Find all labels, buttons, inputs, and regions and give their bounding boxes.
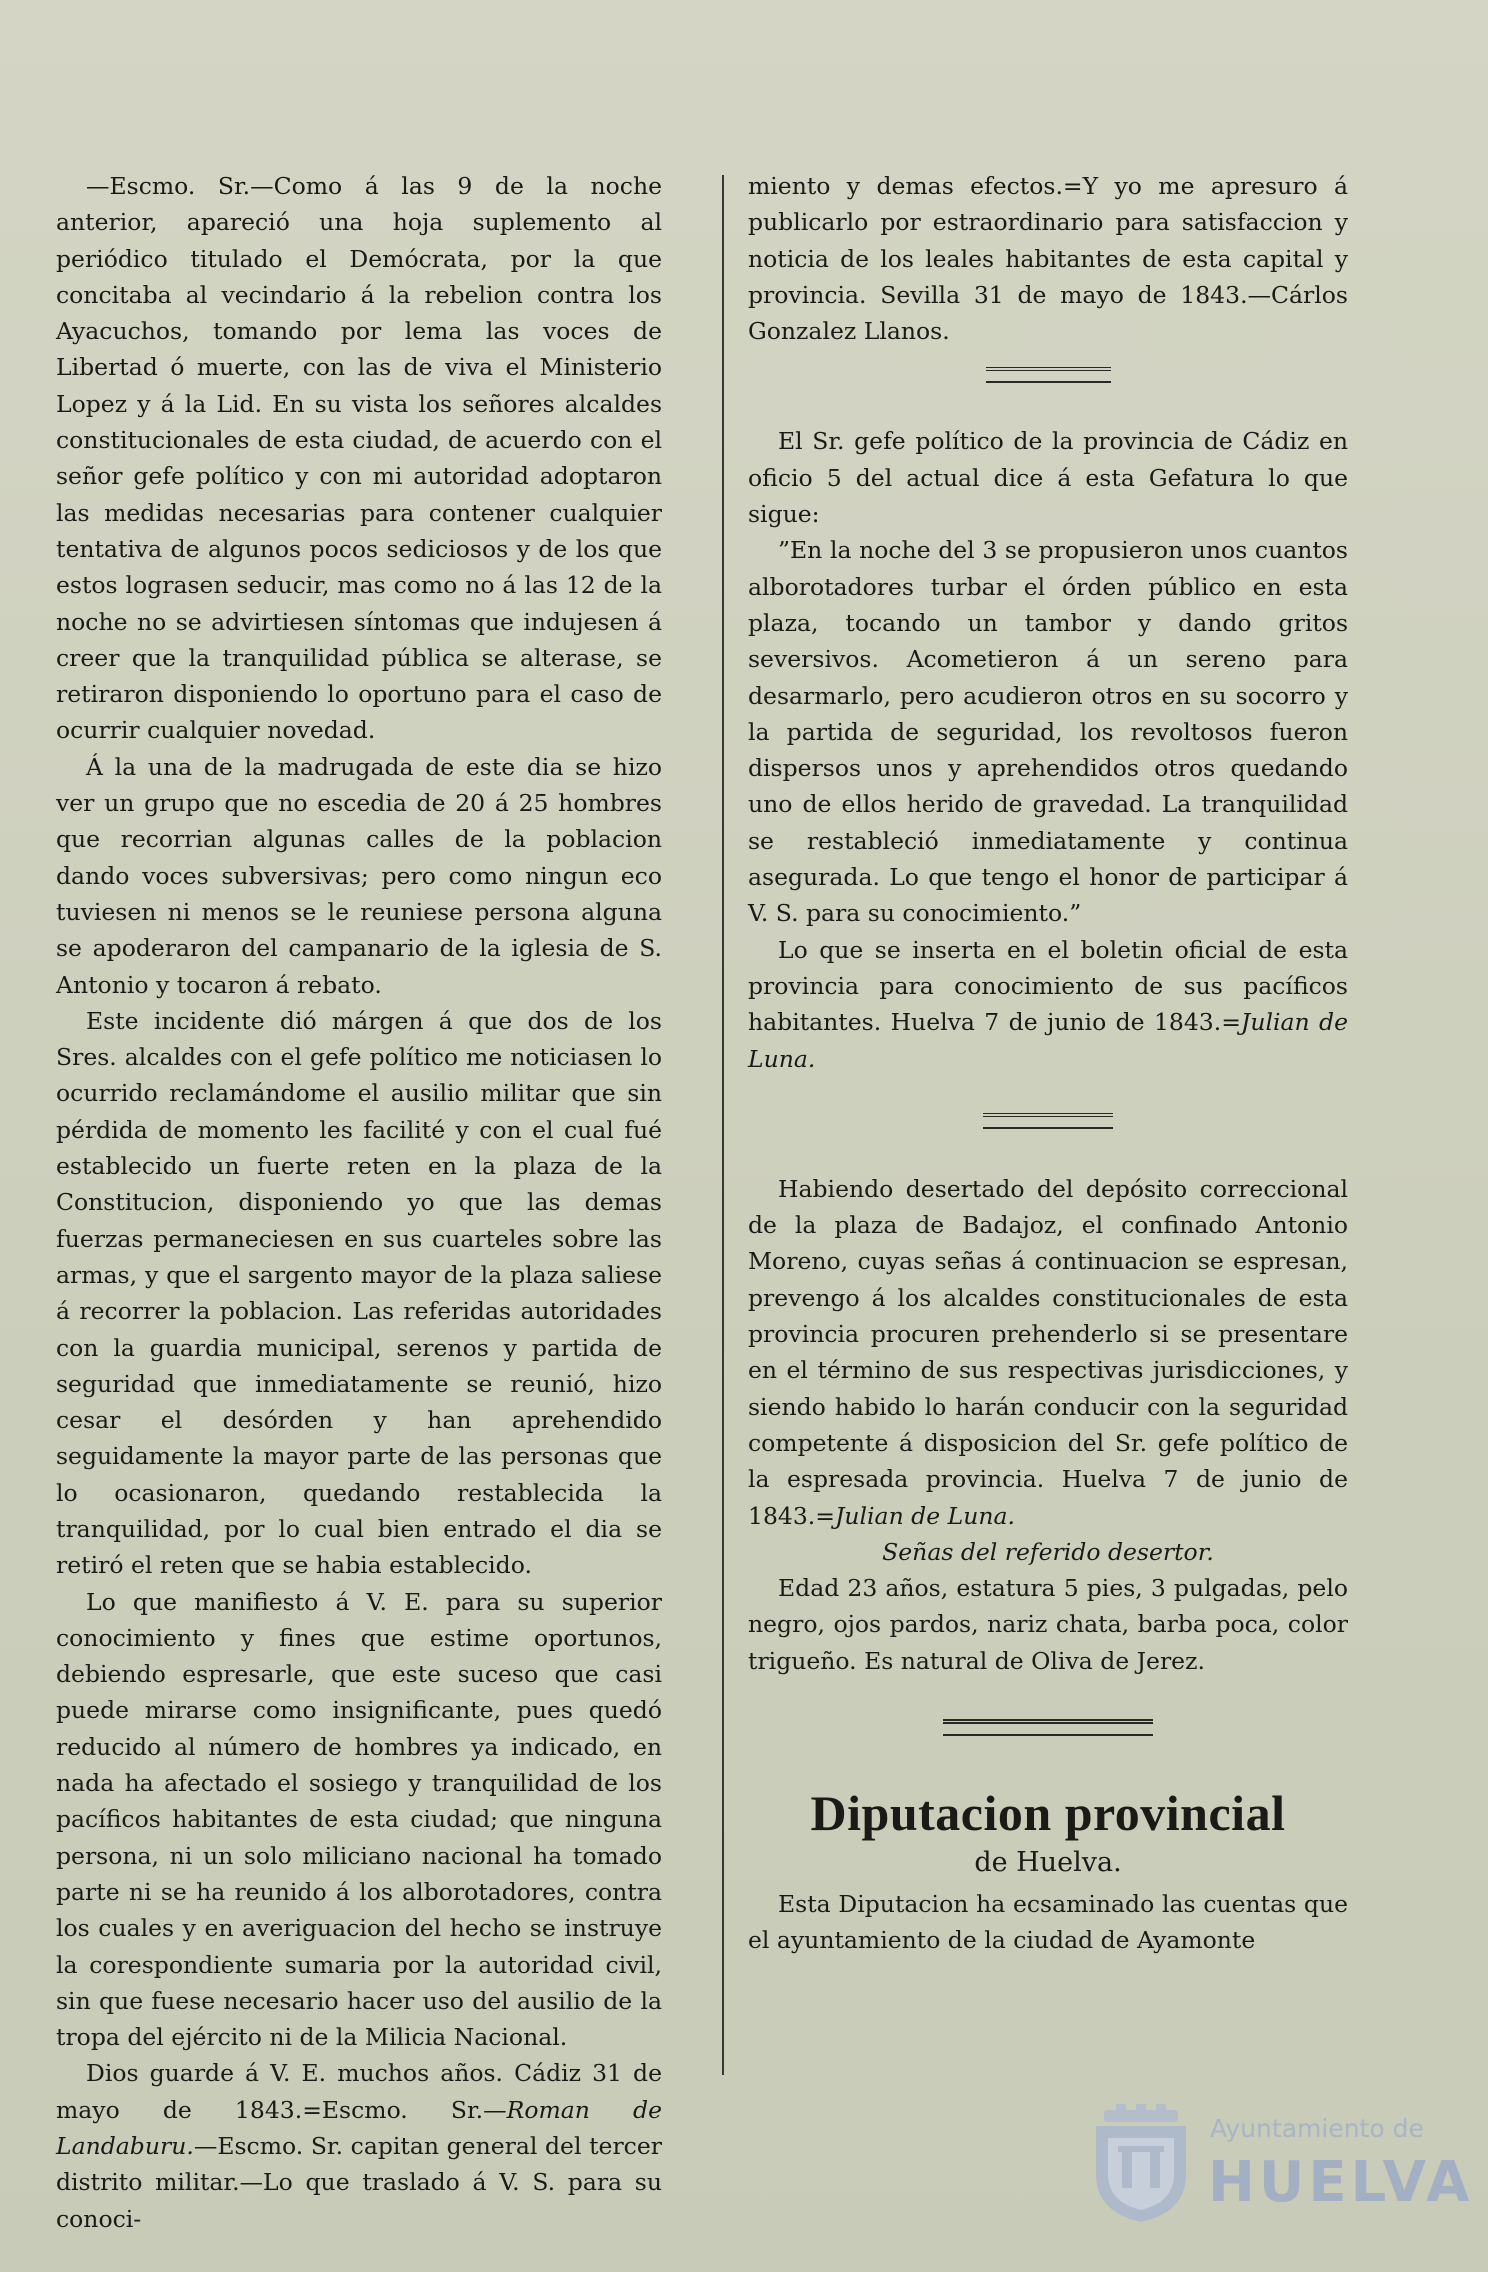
right-column	[748, 168, 1348, 1959]
watermark-line: HUELVA	[1208, 2150, 1474, 2215]
text-run: —Escmo. Sr. capitan general del tercer distrito militar.—Lo que traslado á V. S. para su conoci-	[56, 2132, 662, 2233]
text-run: Habiendo desertado del depósito correccional de la plaza de Badajoz, el confinado Antonio Moreno, cuyas señas á continuacion se espresan, prevengo á los alcaldes constitucionales de esta provincia procuren prehenderlo si se presentare en el término de sus respectivas jurisdicciones, y siendo habido lo harán conducir con la seguridad competente á disposicion del Sr. gefe político de la espresada provincia. Huelva 7 de junio de 1843.=	[748, 1174, 1348, 1530]
paragraph: Esta Diputacion ha ecsaminado las cuentas que el ayuntamiento de la ciudad de Ayamonte	[748, 1889, 1348, 1955]
signature-name: Julian de Luna.	[748, 1008, 1348, 1073]
paragraph	[748, 168, 1348, 349]
paragraph: Á la una de la madrugada de este dia se hizo ver un grupo que no escedia de 20 á 25 hombres que recorrian algunas calles de la poblacion dando voces subversivas; pero como ningun eco tuviesen ni menos se le reuniese persona alguna se apoderaron del campanario de la iglesia de S. Antonio y tocaron á rebato.	[56, 752, 662, 999]
signature-name: Julian de Luna.	[834, 1501, 1015, 1530]
section-separator	[983, 1113, 1113, 1129]
text-run: Lo que se inserta en el boletin oficial de esta provincia para conocimiento de sus pacíficos habitantes. Huelva 7 de junio de 1843.=	[748, 935, 1348, 1037]
paragraph: El Sr. gefe político de la provincia de Cádiz en oficio 5 del actual dice á esta Gefatura lo que sigue:	[748, 427, 1348, 529]
quoted-paragraph: ”En la noche del 3 se propusieron unos cuantos alborotadores turbar el órden público en esta plaza, tocando un tambor y dando gritos seversivos. Acometieron á un sereno para desarmarlo, pero acudieron otros en su socorro y la partida de seguridad, los revoltosos fueron dispersos unos y aprehendidos otros quedando uno de ellos herido de gravedad. La tranquilidad se restableció inmediatamente y continua asegurada. Lo que tengo el honor de participar á V. S. para su conocimiento.”	[748, 536, 1348, 928]
paragraph	[748, 932, 1348, 1077]
text-run: miento y demas efectos.=Y yo me apresuro á publicarlo por estraordinario para satisfaccion y noticia de los leales habitantes de esta capital y provincia. Sevilla 31 de mayo de 1843.—	[748, 172, 1348, 309]
paragraph	[56, 2055, 662, 2236]
signature-name: Cárlos Gonzalez Llanos.	[748, 280, 1348, 346]
paragraph: Edad 23 años, estatura 5 pies, 3 pulgadas, pelo negro, ojos pardos, nariz chata, barba poca, color trigueño. Es natural de Oliva de Jerez.	[748, 1574, 1348, 1675]
caption: Señas del referido desertor.	[882, 1537, 1214, 1566]
paragraph: —Escmo. Sr.—Como á las 9 de la noche anterior, apareció una hoja suplemento al periódico titulado el Demócrata, por la que concitaba al vecindario á la rebelion contra los Ayacuchos, tomando por lema las voces de Libertad ó muerte, con las de viva el Ministerio Lopez y á la Lid. En su vista los señores alcaldes constitucionales de esta ciudad, de acuerdo con el señor gefe político y con mi autoridad adoptaron las medidas necesarias para contener cualquier tentativa de algunos pocos sediciosos y de los que estos lograsen seducir, mas como no á las 12 de la noche no se advirtiesen síntomas que indujesen á creer que la tranquilidad pública se alterase, se retiraron disponiendo lo oportuno para el caso de ocurrir cualquier novedad.	[56, 172, 662, 745]
section-heading: Diputacion provincial	[810, 1784, 1286, 1841]
section-separator	[986, 367, 1111, 383]
paragraph	[748, 1171, 1348, 1534]
signature-name: Roman de Landaburu.	[56, 2095, 662, 2161]
coat-of-arms-icon	[1082, 2104, 1200, 2224]
watermark-line: Ayuntamiento de	[1210, 2114, 1424, 2143]
section-separator	[943, 1719, 1153, 1736]
paragraph: Lo que manifiesto á V. E. para su superior conocimiento y fines que estime oportunos, debiendo espresarle, que este suceso que casi puede mirarse como insignificante, pues quedó reducido al número de hombres ya indicado, en nada ha afectado el sosiego y tranquilidad de los pacíficos habitantes de esta ciudad; que ninguna persona, ni un solo miliciano nacional ha tomado parte ni se ha reunido á los alborotadores, contra los cuales y en averiguacion del hecho se instruye la corespondiente sumaria por la autoridad civil, sin que fuese necesario hacer uso del ausilio de la tropa del ejército ni de la Milicia Nacional.	[56, 1587, 662, 2052]
section-subheading: de Huelva.	[974, 1846, 1122, 1878]
column-divider	[722, 175, 724, 2075]
text-run: Dios guarde á V. E. muchos años. Cádiz 31 de mayo de 1843.=Escmo. Sr.—	[56, 2059, 662, 2124]
paragraph: Este incidente dió márgen á que dos de los Sres. alcaldes con el gefe político me noticiasen lo ocurrido reclamándome el ausilio militar que sin pérdida de momento les facilité y con el cual fué establecido un fuerte reten en la plaza de la Constitucion, disponiendo yo que las demas fuerzas permaneciesen en sus cuarteles sobre las armas, y que el sargento mayor de la plaza saliese á recorrer la poblacion. Las referidas autoridades con la guardia municipal, serenos y partida de seguridad que inmediatamente se reunió, hizo cesar el desórden y han aprehendido seguidamente la mayor parte de las personas que lo ocasionaron, quedando restablecida la tranquilidad, por lo cual bien entrado el dia se retiró el reten que se habia establecido.	[56, 1006, 662, 1580]
left-column	[56, 168, 662, 2237]
watermark	[1082, 2094, 1474, 2244]
